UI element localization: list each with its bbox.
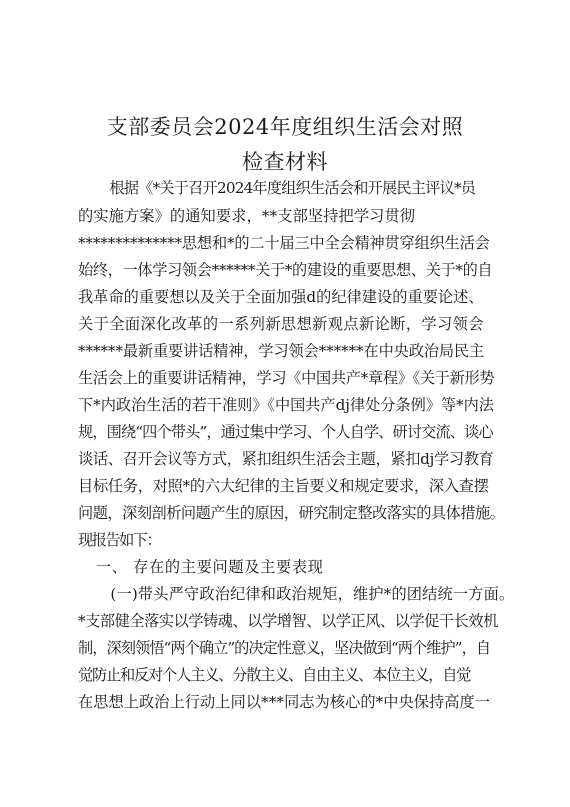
body-line: 始终，一体学习领会******关于*的建设的重要思想、关于*的自 <box>78 261 493 279</box>
body-line: 制，深刻领悟“两个确立”的决定性意义，坚决做到“两个维护”，自 <box>78 639 491 657</box>
body-line: **************思想和*的二十届三中全会精神贯穿组织生活会 <box>78 234 490 252</box>
body-line: 我革命的重要想以及关于全面加强d的纪律建设的重要论述、 <box>78 288 484 306</box>
document-title-line-2: 检查材料 <box>242 150 328 174</box>
body-line: 现报告如下： <box>78 531 161 549</box>
body-line: 生活会上的重要讲话精神，学习《中国共产*章程》《关于新形势 <box>78 369 495 387</box>
body-line: 规，围绕“四个带头”，通过集中学习、个人自学、研讨交流、谈心 <box>78 423 493 441</box>
body-line: 根据《*关于召开2024年度组织生活会和开展民主评议*员 <box>95 179 476 197</box>
body-line: 在思想上政治上行动上同以***同志为核心的*中央保持高度一 <box>78 693 491 711</box>
body-line: 谈话、召开会议等方式，紧扣组织生活会主题，紧扣dj学习教育 <box>78 450 494 468</box>
document-title-line-1: 支部委员会2024年度组织生活会对照 <box>106 115 464 139</box>
body-line: 下*内政治生活的若干准则》《中国共产dj律处分条例》等*内法 <box>78 396 494 414</box>
body-line: 关于全面深化改革的一系列新思想新观点新论断，学习领会 <box>78 315 484 333</box>
body-line: *支部健全落实以学铸魂、以学增智、以学正风、以学促干长效机 <box>78 612 498 630</box>
body-line: (一)带头严守政治纪律和政治规矩，维护*的团结统一方面。 <box>95 585 515 603</box>
body-line: 问题，深刻剖析问题产生的原因，研究制定整改落实的具体措施。 <box>78 504 505 522</box>
body-line: 觉防止和反对个人主义、分散主义、自由主义、本位主义，自觉 <box>78 666 471 684</box>
body-line: ******最新重要讲话精神，学习领会******在中央政治局民主 <box>78 342 485 360</box>
body-line: 的实施方案》的通知要求，**支部坚持把学习贯彻 <box>78 207 416 225</box>
body-line: 目标任务，对照*的六大纪律的主旨要义和规定要求，深入查摆 <box>78 477 489 495</box>
body-line: 一、 存在的主要问题及主要表现 <box>80 558 324 576</box>
